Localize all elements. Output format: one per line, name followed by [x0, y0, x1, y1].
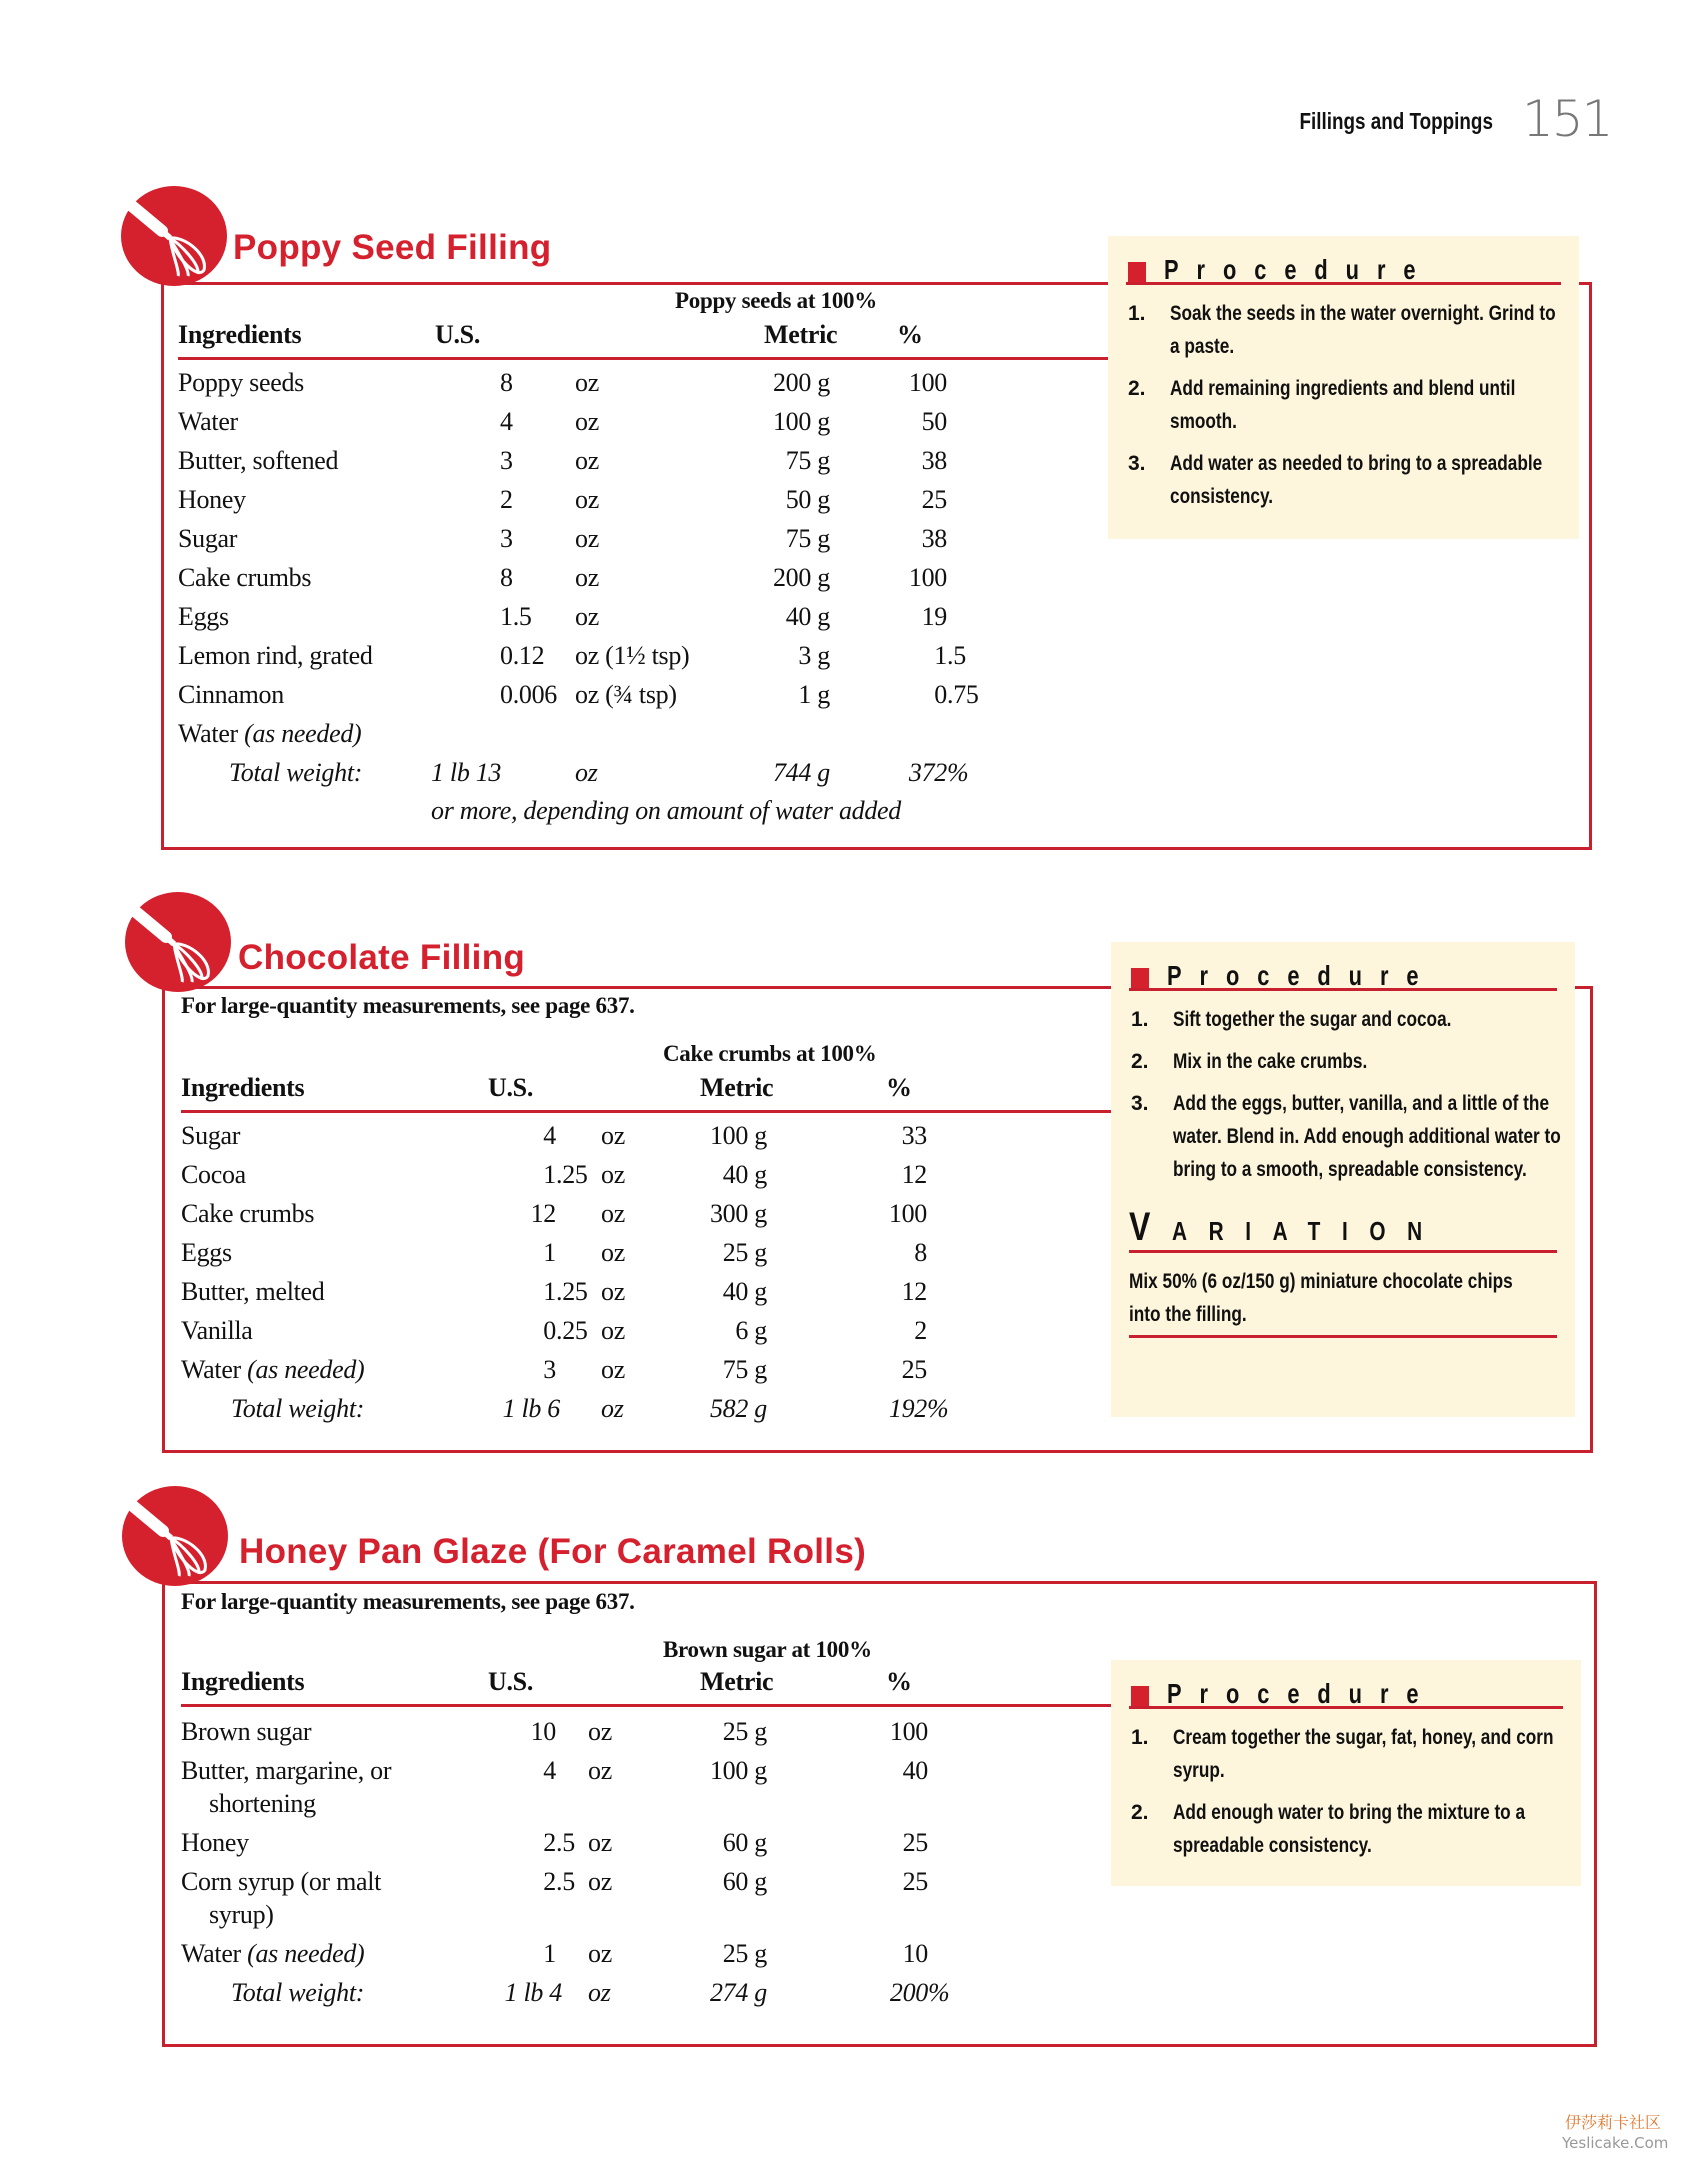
- metric-amount: 200 g: [772, 368, 830, 397]
- us-unit: oz (1½ tsp): [575, 641, 690, 670]
- column-header-pct: %: [897, 320, 923, 349]
- total-unit: oz: [575, 758, 598, 787]
- us-amount: 1: [543, 1939, 556, 1968]
- ingredient-label: Honey: [178, 485, 246, 514]
- us-unit: oz: [588, 1939, 612, 1968]
- metric-amount: 40 g: [785, 602, 830, 631]
- us-amount: 4: [500, 407, 513, 436]
- step-text: Add enough water to bring the mixture to a spreadable consistency.: [1173, 1801, 1526, 1857]
- column-header-metric: Metric: [700, 1073, 774, 1102]
- us-amount: 10: [530, 1717, 556, 1746]
- us-amount: 3: [543, 1355, 556, 1384]
- metric-amount: 75 g: [785, 524, 830, 553]
- metric-amount: 75 g: [785, 446, 830, 475]
- us-amount: 0.006: [500, 680, 558, 709]
- procedure-step: [1126, 447, 1561, 513]
- ingredient-label: Cocoa: [181, 1160, 246, 1189]
- ingredient-label: Poppy seeds: [178, 368, 304, 397]
- us-amount: 3: [500, 524, 513, 553]
- ingredient-name-cont: shortening: [209, 1789, 316, 1818]
- whisk-icon: [119, 184, 229, 293]
- percent: 100: [908, 563, 947, 592]
- column-header-ingredients: Ingredients: [181, 1667, 305, 1696]
- ingredient-name: [178, 445, 338, 477]
- total-percent: 192%: [888, 1394, 949, 1423]
- us-amount: 1.25: [543, 1160, 588, 1189]
- ingredient-name: [181, 1159, 246, 1191]
- step-text: Add the eggs, butter, vanilla, and a little of the water. Blend in. Add enough additional water to bring to a smooth, spreadable consistency.: [1173, 1092, 1561, 1181]
- metric-amount: 6 g: [735, 1316, 767, 1345]
- quantity-note: For large-quantity measurements, see page 637.: [181, 1589, 635, 1614]
- percent: 38: [921, 446, 947, 475]
- step-text: Soak the seeds in the water overnight. Grind to a paste.: [1170, 302, 1556, 358]
- procedure-step: [1129, 1045, 1557, 1078]
- ingredient-qualifier: (as needed): [247, 1355, 365, 1384]
- step-number: 2.: [1131, 1801, 1149, 1824]
- column-header-pct: %: [886, 1073, 912, 1102]
- ingredient-name: [181, 1866, 381, 1898]
- total-metric: 582 g: [709, 1394, 767, 1423]
- total-us: 1 lb 6: [502, 1394, 560, 1423]
- column-header-pct: %: [886, 1667, 912, 1696]
- whisk-icon: [123, 890, 233, 999]
- procedure-step: [1126, 297, 1561, 363]
- percent: 19: [921, 602, 947, 631]
- percent: 12: [901, 1277, 927, 1306]
- percent: 25: [921, 485, 947, 514]
- procedure-step: [1129, 1796, 1563, 1862]
- ingredient-label: Vanilla: [181, 1316, 253, 1345]
- column-header-us: U.S.: [488, 1667, 534, 1696]
- ingredient-name: [181, 1237, 232, 1269]
- ingredient-qualifier: (as needed): [247, 1939, 365, 1968]
- procedure-panel: [1111, 942, 1575, 1417]
- ingredient-name: [178, 601, 229, 633]
- percent: 0.75: [934, 680, 979, 709]
- ingredient-label: Water: [181, 1939, 241, 1968]
- total-us: 1 lb 13: [431, 758, 502, 787]
- variation-heading-text: [1129, 1205, 1444, 1250]
- ingredient-name: [181, 1827, 249, 1859]
- column-header-us: U.S.: [435, 320, 481, 349]
- column-header-ingredients: Ingredients: [178, 320, 302, 349]
- baker-percent-header: Cake crumbs at 100%: [663, 1041, 877, 1066]
- us-amount: 4: [543, 1756, 556, 1785]
- us-amount: 3: [500, 446, 513, 475]
- ingredient-label: Eggs: [178, 602, 229, 631]
- metric-amount: 1 g: [798, 680, 830, 709]
- procedure-heading-text: Procedure: [1167, 1678, 1437, 1709]
- ingredient-label: Butter, softened: [178, 446, 339, 475]
- step-text: Cream together the sugar, fat, honey, and corn syrup.: [1173, 1726, 1554, 1782]
- ingredient-label: Sugar: [178, 524, 238, 553]
- us-unit: oz: [575, 524, 599, 553]
- header-rule: [181, 1110, 1111, 1113]
- us-unit: oz: [601, 1121, 625, 1150]
- us-unit: oz: [575, 446, 599, 475]
- us-unit: oz: [601, 1199, 625, 1228]
- step-number: 1.: [1131, 1008, 1149, 1031]
- ingredient-label: Water: [181, 1355, 241, 1384]
- total-percent: 200%: [889, 1978, 950, 2007]
- ingredient-qualifier: (as needed): [244, 719, 362, 748]
- ingredient-name: [181, 1755, 391, 1787]
- step-text: Sift together the sugar and cocoa.: [1173, 1008, 1452, 1031]
- ingredient-label: Butter, margarine, or: [181, 1756, 392, 1785]
- metric-amount: 25 g: [722, 1238, 767, 1267]
- us-amount: 1.25: [543, 1277, 588, 1306]
- us-unit: oz: [601, 1355, 625, 1384]
- us-unit: oz: [575, 602, 599, 631]
- ingredient-label: Honey: [181, 1828, 249, 1857]
- procedure-steps: [1129, 1721, 1563, 1862]
- procedure-heading-text: Procedure: [1164, 254, 1434, 285]
- step-text: Add water as needed to bring to a spreadable consistency.: [1170, 452, 1543, 508]
- us-unit: oz: [588, 1756, 612, 1785]
- metric-amount: 100 g: [709, 1756, 767, 1785]
- ingredient-label: Corn syrup (or malt: [181, 1867, 382, 1896]
- procedure-heading: [1126, 250, 1561, 285]
- ingredient-name-cont: syrup): [209, 1900, 274, 1929]
- variation-rest: ARIATION: [1171, 1216, 1444, 1246]
- ingredient-name: [178, 367, 304, 399]
- ingredient-name: [181, 1354, 364, 1386]
- us-amount: 0.25: [543, 1316, 588, 1345]
- ingredient-label: Cake crumbs: [181, 1199, 315, 1228]
- ingredient-label: Water: [178, 407, 238, 436]
- percent: 100: [908, 368, 947, 397]
- step-number: 1.: [1131, 1726, 1149, 1749]
- metric-amount: 3 g: [798, 641, 830, 670]
- column-header-metric: Metric: [700, 1667, 774, 1696]
- procedure-step: [1129, 1003, 1557, 1036]
- ingredient-name: [178, 484, 246, 516]
- column-header-us: U.S.: [488, 1073, 534, 1102]
- ingredient-name: [181, 1198, 314, 1230]
- ingredient-label: Sugar: [181, 1121, 241, 1150]
- procedure-panel: [1108, 236, 1579, 539]
- total-label: Total weight:: [231, 1978, 365, 2007]
- us-amount: 8: [500, 563, 513, 592]
- metric-amount: 300 g: [709, 1199, 767, 1228]
- step-text: Add remaining ingredients and blend until smooth.: [1170, 377, 1516, 433]
- column-header-ingredients: Ingredients: [181, 1073, 305, 1102]
- step-number: 3.: [1128, 452, 1146, 475]
- percent: 50: [921, 407, 947, 436]
- ingredient-name: [178, 718, 361, 750]
- ingredient-name: [178, 523, 237, 555]
- percent: 40: [902, 1756, 928, 1785]
- percent: 38: [921, 524, 947, 553]
- step-number: 2.: [1128, 377, 1146, 400]
- ingredient-name: [181, 1276, 325, 1308]
- metric-amount: 25 g: [722, 1717, 767, 1746]
- us-unit: oz: [575, 407, 599, 436]
- ingredient-name: [178, 679, 284, 711]
- ingredient-name: [181, 1120, 240, 1152]
- total-label: Total weight:: [231, 1394, 365, 1423]
- metric-amount: 100 g: [709, 1121, 767, 1150]
- percent: 100: [889, 1717, 928, 1746]
- recipe-title: Honey Pan Glaze (For Caramel Rolls): [239, 1532, 867, 1571]
- variation-initial: V: [1129, 1205, 1172, 1249]
- metric-amount: 200 g: [772, 563, 830, 592]
- total-us: 1 lb 4: [504, 1978, 562, 2007]
- ingredient-label: Water: [178, 719, 238, 748]
- us-unit: oz: [601, 1160, 625, 1189]
- procedure-step: [1129, 1721, 1563, 1787]
- procedure-step: [1126, 372, 1561, 438]
- header-rule: [178, 357, 1108, 360]
- total-metric: 274 g: [709, 1978, 767, 2007]
- metric-amount: 60 g: [722, 1828, 767, 1857]
- ingredient-name: [178, 562, 311, 594]
- us-unit: oz: [601, 1277, 625, 1306]
- ingredient-name: [178, 640, 373, 672]
- step-number: 2.: [1131, 1050, 1149, 1073]
- total-unit: oz: [588, 1978, 611, 2007]
- metric-amount: 50 g: [785, 485, 830, 514]
- us-unit: oz: [588, 1717, 612, 1746]
- us-amount: 1: [543, 1238, 556, 1267]
- ingredient-name: [181, 1716, 311, 1748]
- metric-amount: 40 g: [722, 1277, 767, 1306]
- ingredient-name: [178, 406, 238, 438]
- metric-amount: 25 g: [722, 1939, 767, 1968]
- ingredient-label: Cake crumbs: [178, 563, 312, 592]
- ingredient-label: Cinnamon: [178, 680, 284, 709]
- step-number: 3.: [1131, 1092, 1149, 1115]
- running-header: Fillings and Toppings: [1299, 108, 1493, 134]
- us-unit: oz: [601, 1238, 625, 1267]
- us-amount: 2.5: [543, 1867, 575, 1896]
- variation-text: Mix 50% (6 oz/150 g) miniature chocolate chips into the filling.: [1129, 1270, 1513, 1326]
- step-number: 1.: [1128, 302, 1146, 325]
- header-rule: [181, 1704, 1111, 1707]
- red-square-icon: [1131, 968, 1149, 988]
- procedure-steps: [1129, 1003, 1561, 1186]
- watermark-en: Yeslicake.Com: [1562, 2134, 1669, 2152]
- percent: 100: [888, 1199, 927, 1228]
- us-amount: 0.12: [500, 641, 545, 670]
- us-amount: 2: [500, 485, 513, 514]
- percent: 25: [902, 1828, 928, 1857]
- procedure-heading: [1129, 956, 1557, 991]
- percent: 8: [914, 1238, 927, 1267]
- percent: 2: [914, 1316, 927, 1345]
- metric-amount: 40 g: [722, 1160, 767, 1189]
- percent: 12: [901, 1160, 927, 1189]
- procedure-steps: [1126, 297, 1561, 513]
- us-unit: oz: [575, 563, 599, 592]
- quantity-note: For large-quantity measurements, see page 637.: [181, 993, 635, 1018]
- ingredient-label: Butter, melted: [181, 1277, 325, 1306]
- us-unit: oz: [588, 1828, 612, 1857]
- percent: 25: [902, 1867, 928, 1896]
- total-percent: 372%: [908, 758, 969, 787]
- ingredient-label: Lemon rind, grated: [178, 641, 373, 670]
- red-square-icon: [1131, 1686, 1149, 1706]
- us-amount: 8: [500, 368, 513, 397]
- total-unit: oz: [601, 1394, 624, 1423]
- ingredient-label: Eggs: [181, 1238, 232, 1267]
- red-square-icon: [1128, 262, 1146, 282]
- total-note: or more, depending on amount of water added: [431, 796, 901, 825]
- us-unit: oz: [601, 1316, 625, 1345]
- percent: 10: [902, 1939, 928, 1968]
- watermark-cn: 伊莎莉卡社区: [1565, 2113, 1662, 2132]
- procedure-panel: [1111, 1660, 1581, 1886]
- ingredient-name: [181, 1938, 364, 1970]
- percent: 1.5: [934, 641, 966, 670]
- percent: 25: [901, 1355, 927, 1384]
- metric-amount: 100 g: [772, 407, 830, 436]
- baker-percent-header: Poppy seeds at 100%: [675, 288, 877, 313]
- recipe-title: Poppy Seed Filling: [233, 228, 552, 267]
- total-metric: 744 g: [772, 758, 830, 787]
- ingredient-name: [181, 1315, 253, 1347]
- step-text: Mix in the cake crumbs.: [1173, 1050, 1368, 1073]
- whisk-icon: [120, 1484, 230, 1593]
- us-unit: oz: [575, 485, 599, 514]
- us-unit: oz (¾ tsp): [575, 680, 677, 709]
- percent: 33: [901, 1121, 927, 1150]
- page-number: 151: [1522, 90, 1612, 148]
- metric-amount: 75 g: [722, 1355, 767, 1384]
- us-amount: 1.5: [500, 602, 532, 631]
- us-unit: oz: [575, 368, 599, 397]
- recipe-title: Chocolate Filling: [238, 938, 526, 977]
- variation-text-wrap: [1129, 1265, 1557, 1338]
- procedure-step: [1129, 1087, 1561, 1186]
- baker-percent-header: Brown sugar at 100%: [663, 1637, 872, 1662]
- variation-heading: [1129, 1205, 1557, 1253]
- us-amount: 4: [543, 1121, 556, 1150]
- ingredient-label: Brown sugar: [181, 1717, 312, 1746]
- us-amount: 12: [530, 1199, 556, 1228]
- us-unit: oz: [588, 1867, 612, 1896]
- procedure-heading: [1129, 1674, 1563, 1709]
- column-header-metric: Metric: [764, 320, 838, 349]
- metric-amount: 60 g: [722, 1867, 767, 1896]
- total-label: Total weight:: [229, 758, 363, 787]
- us-amount: 2.5: [543, 1828, 575, 1857]
- procedure-heading-text: Procedure: [1167, 960, 1437, 991]
